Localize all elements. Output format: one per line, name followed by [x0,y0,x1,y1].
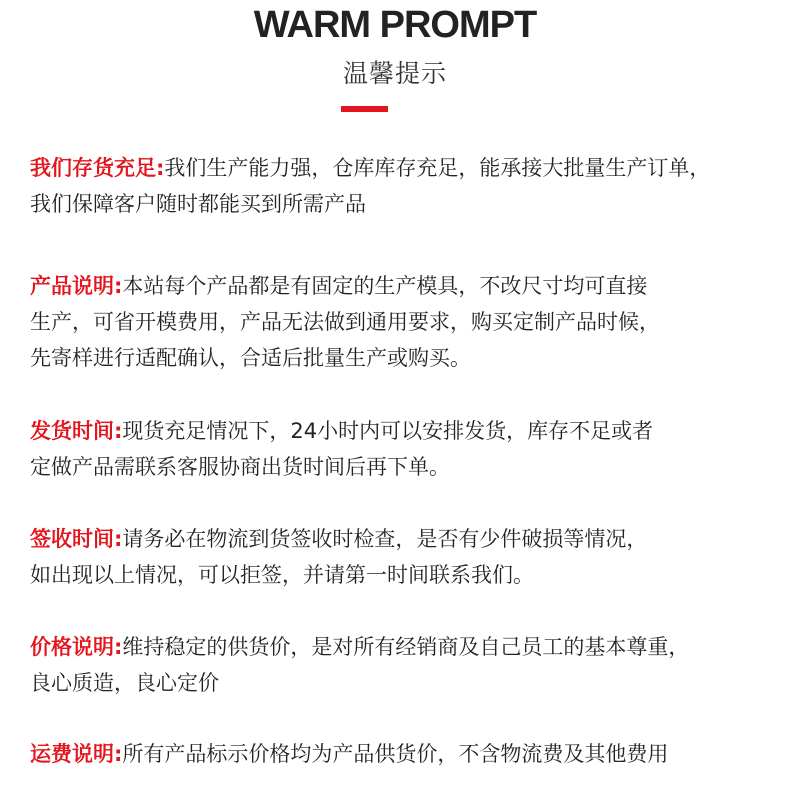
section-text: 维持稳定的供货价，是对所有经销商及自己员工的基本尊重， [122,635,690,659]
section-line [30,736,790,772]
section-text: 如出现以上情况，可以拒签，并请第一时间联系我们。 [30,563,534,587]
section-receipt-time [30,521,790,593]
section-text: 良心质造，良心定价 [30,671,219,695]
section-label: 价格说明: [30,635,123,659]
section-text: 现货充足情况下，24小时内可以安排发货，库存不足或者 [122,419,654,443]
section-line [30,268,790,304]
section-text: 先寄样进行适配确认，合适后批量生产或购买。 [30,346,471,370]
title-accent-divider [341,106,388,112]
section-shipping-time [30,413,790,485]
section-text: 我们保障客户随时都能买到所需产品 [30,192,366,216]
section-label: 我们存货充足: [30,156,165,180]
section-line [30,340,790,376]
section-text: 请务必在物流到货签收时检查，是否有少件破损等情况， [122,527,648,551]
section-label: 发货时间: [30,419,123,443]
section-line [30,629,790,665]
section-label: 产品说明: [30,274,123,298]
section-label: 签收时间: [30,527,123,551]
section-label: 运费说明: [30,742,123,766]
section-line [30,186,790,222]
page-title-english: WARM PROMPT [253,4,537,46]
section-line [30,150,790,186]
section-line [30,449,790,485]
section-text: 本站每个产品都是有固定的生产模具，不改尺寸均可直接 [122,274,648,298]
section-product-info [30,268,790,376]
section-line [30,413,790,449]
section-stock [30,150,790,222]
section-text: 我们生产能力强，仓库库存充足，能承接大批量生产订单， [164,156,711,180]
section-line [30,521,790,557]
section-text: 所有产品标示价格均为产品供货价，不含物流费及其他费用 [122,742,669,766]
section-line [30,665,790,701]
section-text: 生产，可省开模费用，产品无法做到通用要求，购买定制产品时候， [30,310,660,334]
page-title-chinese: 温馨提示 [342,59,447,88]
section-text: 定做产品需联系客服协商出货时间后再下单。 [30,455,450,479]
section-line [30,557,790,593]
section-line [30,304,790,340]
section-freight-info [30,736,790,772]
section-price-info [30,629,790,701]
